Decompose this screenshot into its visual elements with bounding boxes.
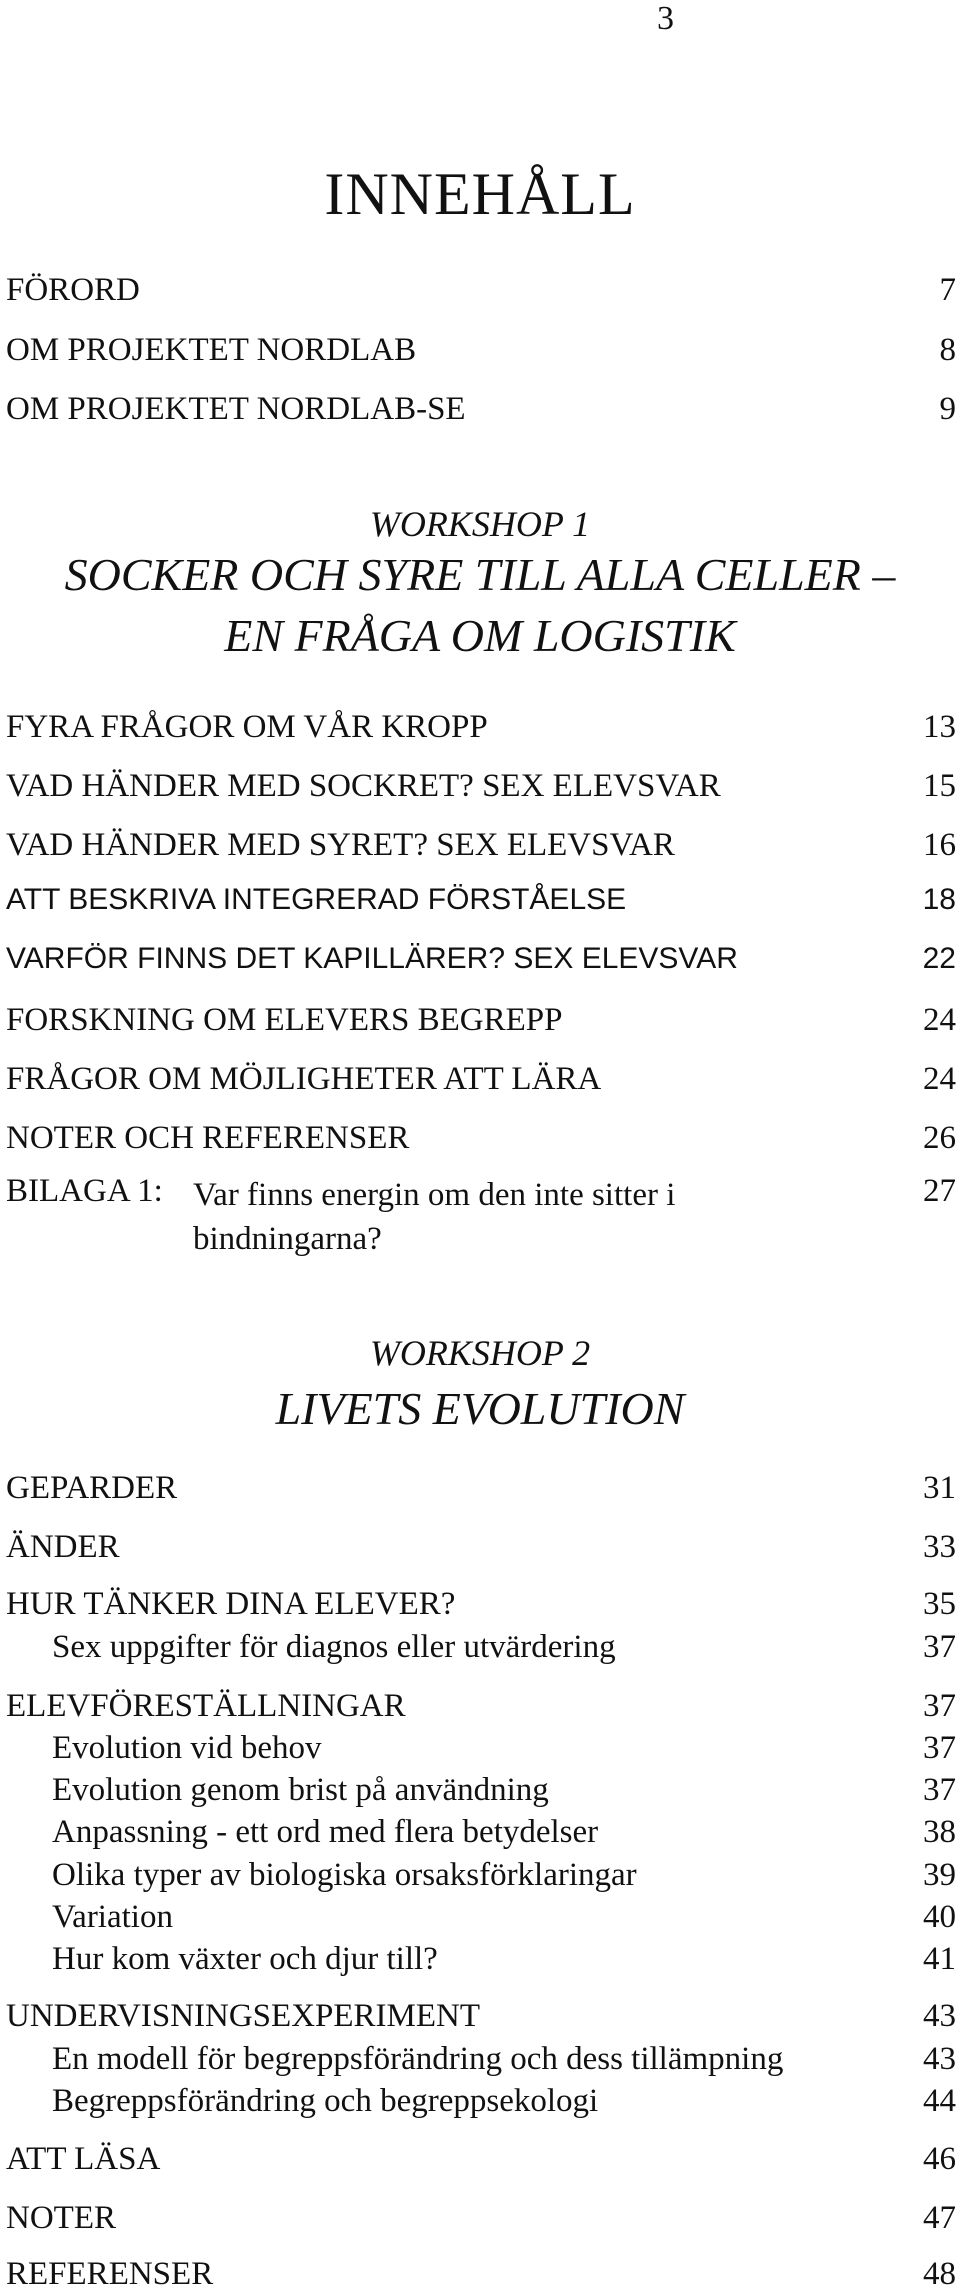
toc-entry[interactable] — [6, 766, 956, 806]
toc-entry-label: VAD HÄNDER MED SOCKRET? SEX ELEVSVAR — [6, 768, 721, 804]
page-number: 3 — [657, 0, 674, 37]
toc-entry-page: 48 — [923, 2256, 956, 2292]
toc-entry[interactable] — [6, 1996, 956, 2036]
toc-entry-label: OM PROJEKTET NORDLAB — [6, 332, 417, 368]
toc-entry-bilaga[interactable] — [6, 1173, 956, 1261]
toc-entry-page: 18 — [922, 883, 956, 916]
toc-entry-label: VARFÖR FINNS DET KAPILLÄRER? SEX ELEVSVAR — [6, 942, 738, 975]
toc-entry-page: 24 — [923, 1002, 956, 1038]
toc-entry[interactable] — [6, 2139, 956, 2179]
toc-entry-label: Anpassning - ett ord med flera betydelser — [52, 1814, 599, 1850]
toc-entry-page: 22 — [922, 942, 956, 975]
toc-entry-label: Begreppsförändring och begreppsekologi — [52, 2083, 599, 2119]
toc-entry-label: En modell för begreppsförändring och dess tillämpning — [52, 2041, 784, 2077]
toc-entry-label: ATT LÄSA — [6, 2141, 161, 2177]
toc-subentry[interactable] — [6, 1770, 956, 1810]
toc-entry-page: 37 — [923, 1688, 956, 1724]
toc-entry-label: Sex uppgifter för diagnos eller utvärdering — [52, 1629, 616, 1665]
toc-entry-label: Hur kom växter och djur till? — [52, 1941, 438, 1977]
toc-entry[interactable] — [6, 1000, 956, 1040]
toc-entry-label: Evolution genom brist på användning — [52, 1772, 549, 1808]
toc-entry-page: 43 — [923, 2041, 956, 2077]
toc-entry-label: OM PROJEKTET NORDLAB-SE — [6, 391, 466, 427]
toc-entry-page: 15 — [923, 768, 956, 804]
toc-entry[interactable] — [6, 825, 956, 865]
toc-entry-label: ELEVFÖRESTÄLLNINGAR — [6, 1688, 406, 1724]
toc-entry-page: 7 — [939, 272, 956, 308]
workshop2-title: LIVETS EVOLUTION — [275, 1383, 685, 1434]
toc-entry-label: ÄNDER — [6, 1529, 120, 1565]
toc-entry-label: ATT BESKRIVA INTEGRERAD FÖRSTÅELSE — [6, 883, 627, 916]
toc-entry[interactable] — [6, 1527, 956, 1567]
toc-entry[interactable] — [6, 1118, 956, 1158]
toc-entry-page: 16 — [923, 827, 956, 863]
toc-entry-page: 37 — [923, 1730, 956, 1766]
toc-subentry[interactable] — [6, 2081, 956, 2121]
workshop1-title-line2: EN FRÅGA OM LOGISTIK — [224, 610, 736, 661]
toc-entry-page: 13 — [923, 709, 956, 745]
toc-entry[interactable] — [6, 2254, 956, 2294]
toc-entry-label: FRÅGOR OM MÖJLIGHETER ATT LÄRA — [6, 1061, 602, 1097]
toc-entry[interactable] — [6, 1468, 956, 1508]
toc-entry-page: 8 — [939, 332, 956, 368]
page-title: INNEHÅLL — [324, 161, 636, 227]
toc-subentry[interactable] — [6, 1939, 956, 1979]
toc-entry-label: Evolution vid behov — [52, 1730, 322, 1766]
toc-entry-label: HUR TÄNKER DINA ELEVER? — [6, 1586, 456, 1622]
toc-subentry[interactable] — [6, 1627, 956, 1667]
toc-entry-page: 44 — [923, 2083, 956, 2119]
toc-entry-label: FÖRORD — [6, 272, 140, 308]
toc-entry-page: 40 — [923, 1899, 956, 1935]
toc-entry[interactable] — [6, 939, 956, 979]
toc-subentry[interactable] — [6, 1812, 956, 1852]
toc-entry-label: Variation — [52, 1899, 173, 1935]
toc-entry[interactable] — [6, 880, 956, 920]
toc-entry-page: 27 — [923, 1173, 956, 1209]
toc-entry-label: FORSKNING OM ELEVERS BEGREPP — [6, 1002, 563, 1038]
toc-subentry[interactable] — [6, 2039, 956, 2079]
toc-entry-page: 35 — [923, 1586, 956, 1622]
toc-entry-label: NOTER OCH REFERENSER — [6, 1120, 410, 1156]
toc-entry-page: 46 — [923, 2141, 956, 2177]
toc-entry-page: 39 — [923, 1857, 956, 1893]
toc-entry-page: 26 — [923, 1120, 956, 1156]
toc-subentry[interactable] — [6, 1855, 956, 1895]
toc-subentry[interactable] — [6, 1897, 956, 1937]
toc-entry-page: 37 — [923, 1629, 956, 1665]
toc-entry-label: UNDERVISNINGSEXPERIMENT — [6, 1998, 481, 2034]
toc-subentry[interactable] — [6, 1728, 956, 1768]
toc-entry-forord[interactable] — [6, 270, 956, 310]
toc-entry-page: 41 — [923, 1941, 956, 1977]
workshop1-label: WORKSHOP 1 — [369, 504, 591, 544]
toc-entry-om-projektet-nordlab[interactable] — [6, 330, 956, 370]
toc-entry-label: VAD HÄNDER MED SYRET? SEX ELEVSVAR — [6, 827, 675, 863]
toc-entry[interactable] — [6, 2198, 956, 2238]
toc-entry[interactable] — [6, 1059, 956, 1099]
toc-entry-om-projektet-nordlab-se[interactable] — [6, 389, 956, 429]
toc-entry-label: Olika typer av biologiska orsaksförklaringar — [52, 1857, 637, 1893]
toc-entry-page: 31 — [923, 1470, 956, 1506]
toc-entry-page: 37 — [923, 1772, 956, 1808]
toc-entry-page: 24 — [923, 1061, 956, 1097]
toc-entry-page: 9 — [939, 391, 956, 427]
bilaga-text: Var finns energin om den inte sitter i bindningarna? — [193, 1177, 676, 1257]
toc-entry-label: REFERENSER — [6, 2256, 214, 2292]
toc-entry-label: NOTER — [6, 2200, 116, 2236]
toc-entry[interactable] — [6, 1584, 956, 1624]
toc-entry-page: 47 — [923, 2200, 956, 2236]
toc-entry-page: 43 — [923, 1998, 956, 2034]
toc-entry-page: 33 — [923, 1529, 956, 1565]
toc-entry-label: FYRA FRÅGOR OM VÅR KROPP — [6, 709, 488, 745]
workshop2-label: WORKSHOP 2 — [369, 1333, 591, 1373]
toc-entry[interactable] — [6, 707, 956, 747]
workshop1-title-line1: SOCKER OCH SYRE TILL ALLA CELLER – — [64, 549, 896, 600]
bilaga-prefix: BILAGA 1: — [6, 1173, 163, 1209]
toc-entry[interactable] — [6, 1686, 956, 1726]
toc-entry-page: 38 — [923, 1814, 956, 1850]
toc-entry-label: GEPARDER — [6, 1470, 178, 1506]
